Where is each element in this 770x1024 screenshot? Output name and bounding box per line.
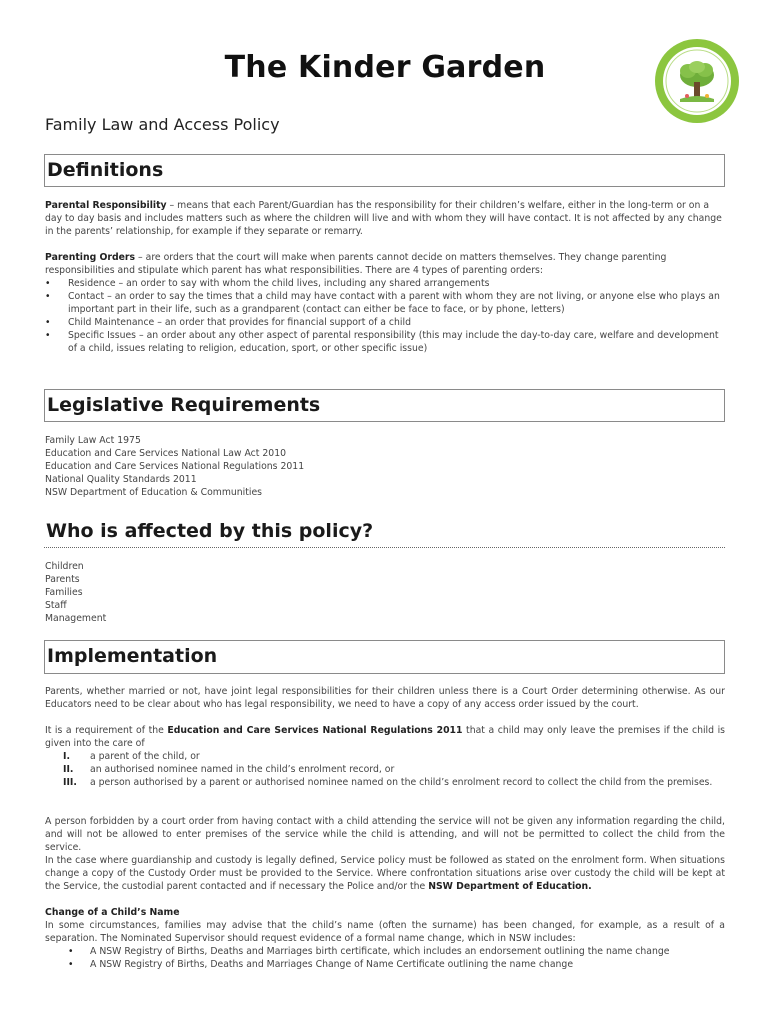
affected-heading: Who is affected by this policy? <box>44 516 725 548</box>
list-item: Education and Care Services National Regulations 2011 <box>45 461 305 472</box>
tree-logo-icon <box>654 38 740 124</box>
care-list <box>45 750 725 789</box>
definitions-heading: Definitions <box>44 154 725 187</box>
list-item: Children <box>45 561 84 572</box>
list-item: Staff <box>45 600 67 611</box>
list-text: a person authorised by a parent or authorised nominee named on the child’s enrolment record to collect the child from the premises. <box>90 777 713 788</box>
implementation-paragraph-2 <box>45 724 725 789</box>
implementation-paragraph-3 <box>45 815 725 893</box>
paragraph-text: Parents, whether married or not, have joint legal responsibilities for their children unless there is a Court Order determining otherwise. As our Educators need to be clear about who has legal responsibility, we need to have a copy of any access order issued by the court. <box>45 686 725 710</box>
department-name: NSW Department of Education. <box>428 881 592 892</box>
list-item: • Contact – an order to say the times that a child may have contact with a parent with whom they are not living, or anyone else who plays an important part in their life, such as a grandparent (contact can either be face to face, or by phone, letters) <box>45 290 725 316</box>
implementation-paragraph-1 <box>45 685 725 711</box>
regulation-name: Education and Care Services National Regulations 2011 <box>167 725 463 736</box>
parental-responsibility-text: – means that each Parent/Guardian has the responsibility for their children’s welfare, either in the long-term or on a day to day basis and includes matters such as where the children will live and with whom they will have contact. It is not affected by any change in the parents’ relationship, for example if they separate or remarry. <box>45 200 722 237</box>
list-number: I. <box>63 751 70 762</box>
implementation-heading: Implementation <box>44 640 725 674</box>
list-item: • Specific Issues – an order about any other aspect of parental responsibility (this may include the day-to-day care, welfare and development of a child, issues relating to religion, education, sport, or other specific issue) <box>45 329 725 355</box>
parenting-orders-term: Parenting Orders <box>45 252 136 263</box>
document-subtitle: Family Law and Access Policy <box>45 115 280 134</box>
parental-responsibility-term: Parental Responsibility <box>45 200 167 211</box>
list-item: Families <box>45 587 83 598</box>
paragraph-text: It is a requirement of the <box>45 725 168 736</box>
name-change-list <box>45 945 725 971</box>
list-item: National Quality Standards 2011 <box>45 474 197 485</box>
list-item: • A NSW Registry of Births, Deaths and Marriages birth certificate, which includes an endorsement outlining the name change <box>45 945 725 958</box>
list-number: II. <box>63 764 74 775</box>
list-item: • A NSW Registry of Births, Deaths and Marriages Change of Name Certificate outlining the name change <box>45 958 725 971</box>
paragraph-text: A person forbidden by a court order from having contact with a child attending the service will not be given any information regarding the child, and will not be allowed to enter premises of the service while the child is attending, and will not be permitted to collect the child from the service. <box>45 816 725 853</box>
list-item <box>45 776 725 789</box>
list-item <box>45 750 725 763</box>
parental-responsibility-paragraph <box>45 199 725 238</box>
list-text: an authorised nominee named in the child’s enrolment record, or <box>90 764 395 775</box>
parenting-orders-paragraph <box>45 251 725 355</box>
list-item: • Residence – an order to say with whom the child lives, including any shared arrangements <box>45 277 725 290</box>
paragraph-text: In the case where guardianship and custody is legally defined, Service policy must be followed as stated on the enrolment form. When situations change a copy of the Custody Order must be provided to the Service. Where confrontation situations arise over custody the child will be kept at the Service, the custodial parent contacted and if necessary the Police and/or the <box>45 855 725 892</box>
page-title: The Kinder Garden <box>224 50 546 85</box>
name-change-heading: Change of a Child’s Name <box>45 907 180 918</box>
list-item: NSW Department of Education & Communities <box>45 487 263 498</box>
legislative-heading: Legislative Requirements <box>44 389 725 422</box>
list-item: Management <box>45 613 107 624</box>
parenting-orders-text: – are orders that the court will make when parents cannot decide on matters themselves. They change parenting responsibilities and stipulate which parent has what responsibilities. There are 4 types of parenting orders: <box>45 252 667 276</box>
list-item: • Child Maintenance – an order that provides for financial support of a child <box>45 316 725 329</box>
list-text: a parent of the child, or <box>90 751 200 762</box>
list-item: Parents <box>45 574 80 585</box>
legislative-list <box>45 434 725 499</box>
parenting-orders-list <box>45 277 725 355</box>
list-item <box>45 763 725 776</box>
paragraph-text: In some circumstances, families may advise that the child’s name (often the surname) has been changed, for example, as a result of a separation. The Nominated Supervisor should request evidence of a formal name change, which in NSW includes: <box>45 920 725 944</box>
name-change-section <box>45 906 725 971</box>
paragraph-text: that a child may only leave the premises if the child is given into the care of <box>45 725 725 749</box>
list-number: III. <box>63 777 77 788</box>
list-item: Education and Care Services National Law Act 2010 <box>45 448 287 459</box>
list-item: Family Law Act 1975 <box>45 435 141 446</box>
affected-list <box>45 560 725 625</box>
